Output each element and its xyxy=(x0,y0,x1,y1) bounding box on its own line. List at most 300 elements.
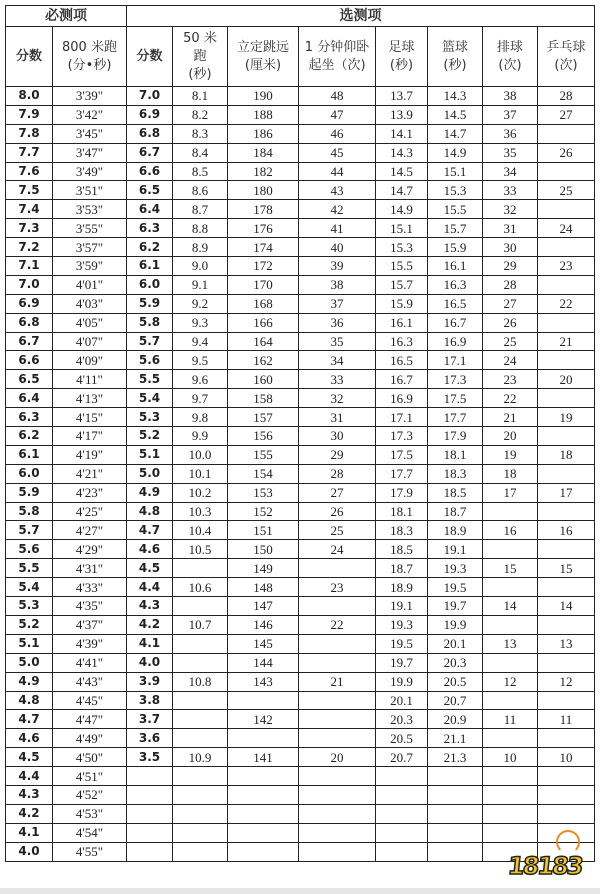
cell-score-required: 8.0 xyxy=(6,87,53,106)
cell-standing-long-jump: 190 xyxy=(228,87,299,106)
cell-sit-ups-1min: 32 xyxy=(299,389,376,408)
cell-run-50m xyxy=(173,691,228,710)
cell-run-800m: 4'15" xyxy=(53,408,127,427)
cell-table-tennis: 14 xyxy=(538,597,595,616)
cell-score-optional: 5.7 xyxy=(127,332,173,351)
cell-score-required: 5.5 xyxy=(6,559,53,578)
cell-football: 17.9 xyxy=(376,483,428,502)
cell-score-required: 5.2 xyxy=(6,615,53,634)
cell-basketball: 17.7 xyxy=(428,408,483,427)
cell-run-50m: 8.8 xyxy=(173,219,228,238)
cell-football: 16.9 xyxy=(376,389,428,408)
cell-table-tennis xyxy=(538,615,595,634)
cell-score-optional xyxy=(127,804,173,823)
cell-score-required: 4.0 xyxy=(6,842,53,861)
cell-sit-ups-1min xyxy=(299,842,376,861)
cell-score-required: 4.9 xyxy=(6,672,53,691)
cell-standing-long-jump: 176 xyxy=(228,219,299,238)
cell-run-50m: 9.3 xyxy=(173,313,228,332)
cell-score-required: 4.4 xyxy=(6,767,53,786)
cell-run-800m: 4'07" xyxy=(53,332,127,351)
cell-score-optional: 5.4 xyxy=(127,389,173,408)
table-row xyxy=(6,502,595,521)
cell-run-50m: 10.0 xyxy=(173,445,228,464)
cell-run-800m: 4'51" xyxy=(53,767,127,786)
cell-basketball: 21.1 xyxy=(428,729,483,748)
cell-score-required: 5.0 xyxy=(6,653,53,672)
cell-sit-ups-1min: 48 xyxy=(299,87,376,106)
cell-table-tennis xyxy=(538,200,595,219)
cell-table-tennis xyxy=(538,351,595,370)
cell-run-800m: 4'25" xyxy=(53,502,127,521)
table-row xyxy=(6,143,595,162)
cell-score-required: 7.8 xyxy=(6,124,53,143)
cell-score-required: 5.7 xyxy=(6,521,53,540)
cell-standing-long-jump: 160 xyxy=(228,370,299,389)
cell-standing-long-jump xyxy=(228,729,299,748)
cell-volleyball: 21 xyxy=(483,408,538,427)
cell-run-50m xyxy=(173,842,228,861)
cell-run-800m: 4'41" xyxy=(53,653,127,672)
cell-score-optional: 6.5 xyxy=(127,181,173,200)
cell-run-800m: 3'53" xyxy=(53,200,127,219)
cell-football: 17.5 xyxy=(376,445,428,464)
cell-score-required: 5.1 xyxy=(6,634,53,653)
cell-basketball xyxy=(428,823,483,842)
cell-run-50m: 8.6 xyxy=(173,181,228,200)
cell-football: 18.1 xyxy=(376,502,428,521)
cell-sit-ups-1min: 23 xyxy=(299,578,376,597)
cell-table-tennis: 19 xyxy=(538,408,595,427)
cell-run-50m xyxy=(173,559,228,578)
cell-run-50m xyxy=(173,710,228,729)
column-header-standing-long-jump: 立定跳远 (厘米) xyxy=(228,27,299,87)
cell-score-required: 6.9 xyxy=(6,294,53,313)
cell-run-800m: 4'31" xyxy=(53,559,127,578)
cell-sit-ups-1min: 20 xyxy=(299,748,376,767)
cell-standing-long-jump: 162 xyxy=(228,351,299,370)
cell-football: 20.5 xyxy=(376,729,428,748)
cell-score-optional: 4.3 xyxy=(127,597,173,616)
cell-basketball: 20.1 xyxy=(428,634,483,653)
cell-basketball: 19.3 xyxy=(428,559,483,578)
cell-basketball: 18.7 xyxy=(428,502,483,521)
cell-score-required: 6.4 xyxy=(6,389,53,408)
cell-sit-ups-1min: 33 xyxy=(299,370,376,389)
cell-volleyball: 10 xyxy=(483,748,538,767)
cell-sit-ups-1min: 34 xyxy=(299,351,376,370)
cell-table-tennis xyxy=(538,804,595,823)
cell-score-required: 7.0 xyxy=(6,275,53,294)
cell-basketball: 17.3 xyxy=(428,370,483,389)
cell-table-tennis xyxy=(538,238,595,257)
cell-basketball: 14.3 xyxy=(428,87,483,106)
cell-standing-long-jump: 144 xyxy=(228,653,299,672)
cell-run-800m: 4'19" xyxy=(53,445,127,464)
cell-run-50m xyxy=(173,597,228,616)
cell-run-800m: 4'23" xyxy=(53,483,127,502)
cell-standing-long-jump xyxy=(228,691,299,710)
cell-sit-ups-1min: 35 xyxy=(299,332,376,351)
cell-volleyball xyxy=(483,823,538,842)
cell-football: 16.5 xyxy=(376,351,428,370)
cell-run-800m: 4'13" xyxy=(53,389,127,408)
cell-sit-ups-1min: 38 xyxy=(299,275,376,294)
cell-score-required: 7.3 xyxy=(6,219,53,238)
cell-table-tennis: 23 xyxy=(538,257,595,276)
cell-table-tennis xyxy=(538,729,595,748)
cell-football: 18.3 xyxy=(376,521,428,540)
cell-sit-ups-1min: 29 xyxy=(299,445,376,464)
cell-basketball: 18.5 xyxy=(428,483,483,502)
cell-table-tennis xyxy=(538,162,595,181)
cell-volleyball xyxy=(483,615,538,634)
cell-basketball: 16.9 xyxy=(428,332,483,351)
cell-sit-ups-1min: 28 xyxy=(299,464,376,483)
cell-score-optional: 6.2 xyxy=(127,238,173,257)
cell-table-tennis: 16 xyxy=(538,521,595,540)
cell-run-50m: 8.2 xyxy=(173,105,228,124)
cell-run-50m: 8.5 xyxy=(173,162,228,181)
bottom-strip xyxy=(0,888,600,894)
cell-score-required: 7.9 xyxy=(6,105,53,124)
cell-run-50m: 9.0 xyxy=(173,257,228,276)
cell-standing-long-jump xyxy=(228,823,299,842)
cell-football: 18.9 xyxy=(376,578,428,597)
cell-sit-ups-1min: 45 xyxy=(299,143,376,162)
cell-score-required: 6.2 xyxy=(6,427,53,446)
cell-table-tennis xyxy=(538,313,595,332)
cell-run-800m: 4'55" xyxy=(53,842,127,861)
cell-football: 16.7 xyxy=(376,370,428,389)
cell-volleyball xyxy=(483,540,538,559)
cell-table-tennis: 10 xyxy=(538,748,595,767)
cell-score-required: 4.7 xyxy=(6,710,53,729)
cell-volleyball: 36 xyxy=(483,124,538,143)
cell-volleyball: 22 xyxy=(483,389,538,408)
cell-table-tennis: 20 xyxy=(538,370,595,389)
cell-basketball: 17.5 xyxy=(428,389,483,408)
cell-volleyball: 14 xyxy=(483,597,538,616)
cell-sit-ups-1min xyxy=(299,559,376,578)
cell-basketball: 20.9 xyxy=(428,710,483,729)
cell-sit-ups-1min: 37 xyxy=(299,294,376,313)
cell-volleyball: 19 xyxy=(483,445,538,464)
cell-sit-ups-1min xyxy=(299,785,376,804)
cell-run-50m xyxy=(173,804,228,823)
cell-football: 20.7 xyxy=(376,748,428,767)
cell-run-50m: 10.9 xyxy=(173,748,228,767)
cell-run-800m: 4'52" xyxy=(53,785,127,804)
cell-football: 17.3 xyxy=(376,427,428,446)
cell-score-required: 6.0 xyxy=(6,464,53,483)
cell-volleyball: 35 xyxy=(483,143,538,162)
cell-volleyball: 15 xyxy=(483,559,538,578)
cell-volleyball: 28 xyxy=(483,275,538,294)
table-row xyxy=(6,124,595,143)
cell-standing-long-jump: 146 xyxy=(228,615,299,634)
cell-score-optional: 6.6 xyxy=(127,162,173,181)
table-row xyxy=(6,672,595,691)
cell-sit-ups-1min xyxy=(299,823,376,842)
cell-football: 15.1 xyxy=(376,219,428,238)
watermark-logo: 18183 xyxy=(506,852,583,880)
required-items-header: 必测项 xyxy=(6,6,127,27)
cell-score-optional: 7.0 xyxy=(127,87,173,106)
cell-table-tennis xyxy=(538,785,595,804)
cell-score-optional: 5.8 xyxy=(127,313,173,332)
cell-score-required: 6.5 xyxy=(6,370,53,389)
cell-volleyball xyxy=(483,502,538,521)
cell-standing-long-jump: 149 xyxy=(228,559,299,578)
cell-basketball: 20.5 xyxy=(428,672,483,691)
cell-sit-ups-1min: 31 xyxy=(299,408,376,427)
cell-score-required: 5.4 xyxy=(6,578,53,597)
cell-run-50m: 10.7 xyxy=(173,615,228,634)
cell-football: 17.1 xyxy=(376,408,428,427)
cell-score-required: 6.8 xyxy=(6,313,53,332)
cell-basketball xyxy=(428,842,483,861)
column-header-score-optional: 分数 xyxy=(127,27,173,87)
cell-basketball: 18.9 xyxy=(428,521,483,540)
cell-basketball: 14.7 xyxy=(428,124,483,143)
cell-football: 19.3 xyxy=(376,615,428,634)
cell-table-tennis xyxy=(538,691,595,710)
cell-table-tennis: 27 xyxy=(538,105,595,124)
cell-volleyball: 23 xyxy=(483,370,538,389)
optional-items-header: 选测项 xyxy=(127,6,595,27)
cell-score-required: 7.1 xyxy=(6,257,53,276)
cell-table-tennis: 15 xyxy=(538,559,595,578)
cell-sit-ups-1min xyxy=(299,597,376,616)
cell-standing-long-jump: 152 xyxy=(228,502,299,521)
table-row xyxy=(6,219,595,238)
cell-basketball: 16.7 xyxy=(428,313,483,332)
cell-run-800m: 4'05" xyxy=(53,313,127,332)
column-header-sit-ups-1min: 1 分钟仰卧 起坐（次) xyxy=(299,27,376,87)
cell-standing-long-jump: 145 xyxy=(228,634,299,653)
cell-score-optional: 5.0 xyxy=(127,464,173,483)
cell-volleyball: 31 xyxy=(483,219,538,238)
cell-basketball: 15.1 xyxy=(428,162,483,181)
cell-run-800m: 4'09" xyxy=(53,351,127,370)
cell-sit-ups-1min xyxy=(299,710,376,729)
cell-table-tennis xyxy=(538,767,595,786)
cell-score-optional: 4.5 xyxy=(127,559,173,578)
cell-score-required: 7.6 xyxy=(6,162,53,181)
cell-score-optional: 4.4 xyxy=(127,578,173,597)
cell-score-optional: 4.1 xyxy=(127,634,173,653)
cell-football: 15.5 xyxy=(376,257,428,276)
cell-basketball xyxy=(428,785,483,804)
cell-volleyball: 25 xyxy=(483,332,538,351)
cell-volleyball xyxy=(483,804,538,823)
cell-score-required: 5.9 xyxy=(6,483,53,502)
cell-standing-long-jump: 154 xyxy=(228,464,299,483)
cell-volleyball: 34 xyxy=(483,162,538,181)
cell-standing-long-jump: 150 xyxy=(228,540,299,559)
table-row xyxy=(6,162,595,181)
cell-run-800m: 3'55" xyxy=(53,219,127,238)
cell-run-800m: 4'39" xyxy=(53,634,127,653)
cell-table-tennis: 28 xyxy=(538,87,595,106)
cell-volleyball: 16 xyxy=(483,521,538,540)
cell-basketball: 16.5 xyxy=(428,294,483,313)
cell-score-required: 4.5 xyxy=(6,748,53,767)
cell-run-50m: 10.4 xyxy=(173,521,228,540)
cell-football: 15.9 xyxy=(376,294,428,313)
cell-run-50m xyxy=(173,634,228,653)
cell-run-50m: 9.5 xyxy=(173,351,228,370)
cell-run-800m: 4'29" xyxy=(53,540,127,559)
cell-score-required: 4.1 xyxy=(6,823,53,842)
table-row xyxy=(6,785,595,804)
table-row xyxy=(6,767,595,786)
cell-football: 14.5 xyxy=(376,162,428,181)
table-row xyxy=(6,257,595,276)
cell-basketball: 14.9 xyxy=(428,143,483,162)
table-row xyxy=(6,87,595,106)
cell-sit-ups-1min: 47 xyxy=(299,105,376,124)
cell-score-required: 6.3 xyxy=(6,408,53,427)
cell-run-50m xyxy=(173,767,228,786)
cell-run-50m: 10.2 xyxy=(173,483,228,502)
cell-football: 20.3 xyxy=(376,710,428,729)
cell-basketball: 19.7 xyxy=(428,597,483,616)
cell-standing-long-jump: 147 xyxy=(228,597,299,616)
cell-run-800m: 4'21" xyxy=(53,464,127,483)
cell-volleyball: 12 xyxy=(483,672,538,691)
cell-run-50m: 9.8 xyxy=(173,408,228,427)
cell-sit-ups-1min: 22 xyxy=(299,615,376,634)
cell-football xyxy=(376,842,428,861)
cell-sit-ups-1min: 24 xyxy=(299,540,376,559)
cell-volleyball: 18 xyxy=(483,464,538,483)
cell-score-optional: 5.6 xyxy=(127,351,173,370)
cell-table-tennis: 13 xyxy=(538,634,595,653)
cell-table-tennis xyxy=(538,502,595,521)
cell-score-optional xyxy=(127,785,173,804)
cell-standing-long-jump: 182 xyxy=(228,162,299,181)
cell-football xyxy=(376,767,428,786)
cell-table-tennis: 12 xyxy=(538,672,595,691)
cell-score-optional xyxy=(127,823,173,842)
cell-volleyball: 11 xyxy=(483,710,538,729)
cell-sit-ups-1min xyxy=(299,804,376,823)
cell-run-50m: 8.4 xyxy=(173,143,228,162)
cell-volleyball xyxy=(483,785,538,804)
cell-run-50m: 10.5 xyxy=(173,540,228,559)
cell-volleyball: 26 xyxy=(483,313,538,332)
cell-football: 13.9 xyxy=(376,105,428,124)
cell-standing-long-jump: 153 xyxy=(228,483,299,502)
cell-score-required: 4.3 xyxy=(6,785,53,804)
cell-score-optional: 4.9 xyxy=(127,483,173,502)
cell-table-tennis: 25 xyxy=(538,181,595,200)
cell-football xyxy=(376,785,428,804)
cell-volleyball xyxy=(483,691,538,710)
cell-table-tennis: 21 xyxy=(538,332,595,351)
cell-sit-ups-1min: 42 xyxy=(299,200,376,219)
cell-volleyball: 33 xyxy=(483,181,538,200)
cell-score-optional: 4.8 xyxy=(127,502,173,521)
table-row xyxy=(6,332,595,351)
table-row xyxy=(6,653,595,672)
cell-football: 18.5 xyxy=(376,540,428,559)
cell-table-tennis xyxy=(538,540,595,559)
table-row xyxy=(6,729,595,748)
cell-run-50m: 10.6 xyxy=(173,578,228,597)
cell-run-800m: 4'03" xyxy=(53,294,127,313)
cell-basketball xyxy=(428,767,483,786)
cell-score-optional: 3.8 xyxy=(127,691,173,710)
cell-score-optional xyxy=(127,842,173,861)
cell-table-tennis: 22 xyxy=(538,294,595,313)
cell-sit-ups-1min xyxy=(299,729,376,748)
cell-score-optional: 4.7 xyxy=(127,521,173,540)
cell-basketball: 18.1 xyxy=(428,445,483,464)
watermark-sun-icon xyxy=(556,830,580,854)
cell-football: 13.7 xyxy=(376,87,428,106)
table-row xyxy=(6,389,595,408)
cell-score-required: 5.6 xyxy=(6,540,53,559)
cell-score-optional: 5.5 xyxy=(127,370,173,389)
cell-basketball: 18.3 xyxy=(428,464,483,483)
cell-football: 19.9 xyxy=(376,672,428,691)
cell-score-optional: 6.3 xyxy=(127,219,173,238)
cell-volleyball: 30 xyxy=(483,238,538,257)
cell-basketball: 15.5 xyxy=(428,200,483,219)
table-row xyxy=(6,294,595,313)
cell-score-required: 6.1 xyxy=(6,445,53,464)
cell-run-50m: 9.4 xyxy=(173,332,228,351)
cell-run-50m: 9.6 xyxy=(173,370,228,389)
cell-score-optional: 6.9 xyxy=(127,105,173,124)
table-row xyxy=(6,427,595,446)
cell-run-50m: 9.1 xyxy=(173,275,228,294)
cell-sit-ups-1min: 46 xyxy=(299,124,376,143)
cell-run-50m xyxy=(173,729,228,748)
cell-run-800m: 4'37" xyxy=(53,615,127,634)
cell-standing-long-jump: 184 xyxy=(228,143,299,162)
cell-table-tennis xyxy=(538,275,595,294)
cell-standing-long-jump xyxy=(228,767,299,786)
cell-standing-long-jump: 164 xyxy=(228,332,299,351)
cell-run-800m: 4'01" xyxy=(53,275,127,294)
cell-standing-long-jump: 158 xyxy=(228,389,299,408)
table-row xyxy=(6,445,595,464)
cell-run-800m: 3'49" xyxy=(53,162,127,181)
cell-run-800m: 3'42" xyxy=(53,105,127,124)
cell-standing-long-jump: 180 xyxy=(228,181,299,200)
cell-sit-ups-1min: 30 xyxy=(299,427,376,446)
table-row xyxy=(6,351,595,370)
cell-run-800m: 4'27" xyxy=(53,521,127,540)
cell-table-tennis xyxy=(538,578,595,597)
cell-basketball: 17.9 xyxy=(428,427,483,446)
cell-football: 16.3 xyxy=(376,332,428,351)
table-row xyxy=(6,238,595,257)
table-row xyxy=(6,483,595,502)
cell-score-optional: 3.5 xyxy=(127,748,173,767)
table-row xyxy=(6,521,595,540)
cell-basketball: 19.5 xyxy=(428,578,483,597)
cell-run-800m: 4'47" xyxy=(53,710,127,729)
cell-standing-long-jump xyxy=(228,785,299,804)
cell-run-800m: 4'43" xyxy=(53,672,127,691)
cell-score-optional: 5.3 xyxy=(127,408,173,427)
cell-standing-long-jump xyxy=(228,804,299,823)
